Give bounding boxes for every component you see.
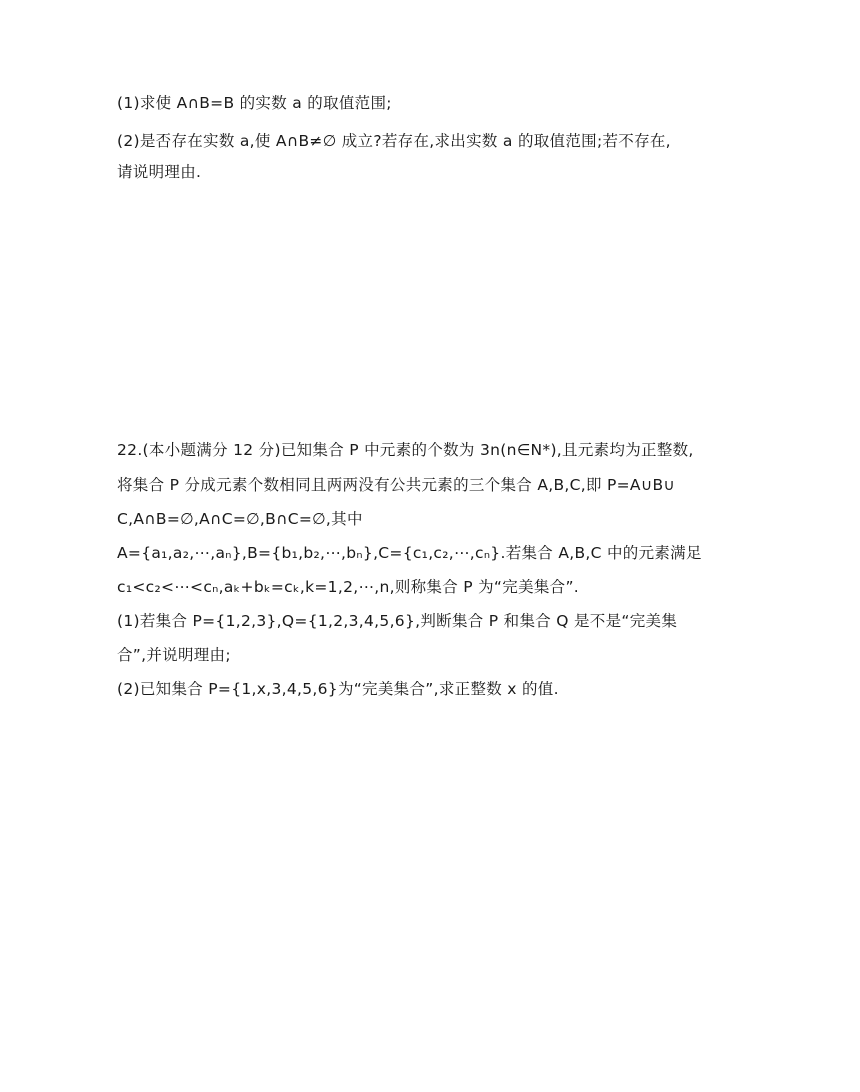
q22-stem-line1: 22.(本小题满分 12 分)已知集合 P 中元素的个数为 3n(n∈N*),且元素均为正整数, [117,441,694,459]
part2-question-line2: 请说明理由. [117,163,202,181]
part1-question: (1)求使 A∩B=B 的实数 a 的取值范围; [117,94,392,112]
q22-stem-line3: C,A∩B=∅,A∩C=∅,B∩C=∅,其中 [117,510,363,528]
q22-stem-line2: 将集合 P 分成元素个数相同且两两没有公共元素的三个集合 A,B,C,即 P=A∪B∪ [117,476,676,494]
q22-stem-line5: c₁<c₂<⋯<cₙ,aₖ+bₖ=cₖ,k=1,2,⋯,n,则称集合 P 为“完美集合”. [117,578,580,596]
q22-stem-line4: A={a₁,a₂,⋯,aₙ},B={b₁,b₂,⋯,bₙ},C={c₁,c₂,⋯,cₙ}.若集合 A,B,C 中的元素满足 [117,544,702,562]
part2-question-line1: (2)是否存在实数 a,使 A∩B≠∅ 成立?若存在,求出实数 a 的取值范围;若不存在, [117,132,671,150]
q22-part2: (2)已知集合 P={1,x,3,4,5,6}为“完美集合”,求正整数 x 的值. [117,680,559,698]
q22-part1-line1: (1)若集合 P={1,2,3},Q={1,2,3,4,5,6},判断集合 P 和集合 Q 是不是“完美集 [117,612,678,630]
q22-part1-line2: 合”,并说明理由; [117,646,231,664]
